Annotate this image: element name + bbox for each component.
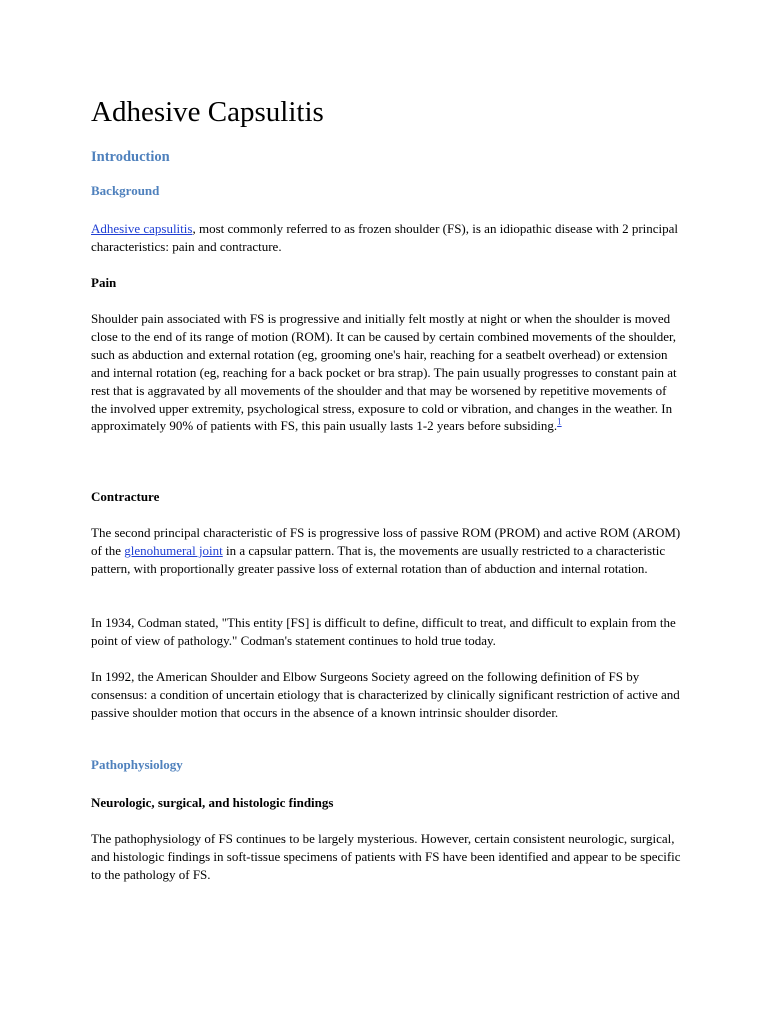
- findings-paragraph: The pathophysiology of FS continues to be largely mysterious. However, certain consistent neurologic, surgical, and histologic findings in soft-tissue specimens of patients with FS have been identified and appear to be specific to the pathology of FS.: [91, 831, 681, 882]
- document-title: Adhesive Capsulitis: [91, 96, 324, 128]
- background-heading: Background: [91, 183, 160, 198]
- pain-heading: Pain: [91, 275, 117, 290]
- introduction-heading: Introduction: [91, 149, 170, 165]
- contracture-paragraph-2: In 1934, Codman stated, "This entity [FS] is difficult to define, difficult to treat, and difficult to explain from the point of view of pathology." Codman's statement continues to hold true today.: [91, 615, 676, 648]
- pathophysiology-heading: Pathophysiology: [91, 757, 183, 772]
- contracture-paragraph-3: In 1992, the American Shoulder and Elbow Surgeons Society agreed on the following definition of FS by consensus: a condition of uncertain etiology that is characterized by clinically significant restriction of active and passive shoulder motion that occurs in the absence of a known intrinsic shoulder disorder.: [91, 669, 680, 720]
- background-paragraph: [91, 220, 683, 256]
- glenohumeral-joint-link[interactable]: glenohumeral joint: [124, 542, 223, 558]
- background-text: , most commonly referred to as frozen shoulder (FS), is an idiopathic disease with 2 principal characteristics: pain and contracture.: [91, 221, 679, 254]
- contracture-text-after: in a capsular pattern. That is, the movements are usually restricted to a characteristic pattern, with proportionally greater passive loss of external rotation than of abduction and internal rotation.: [91, 542, 666, 576]
- pain-paragraph: [91, 310, 683, 435]
- findings-heading: Neurologic, surgical, and histologic findings: [91, 795, 334, 810]
- contracture-heading: Contracture: [91, 489, 160, 504]
- reference-1-link[interactable]: 1: [557, 417, 562, 428]
- pain-text: Shoulder pain associated with FS is progressive and initially felt mostly at night or when the shoulder is moved close to the end of its range of motion (ROM). It can be caused by certain combined movements of the shoulder, such as abduction and external rotation (eg, grooming one's hair, reaching for a seatbelt overhead) or extension and internal rotation (eg, reaching for a back pocket or bra strap). The pain usually progresses to constant pain at rest that is aggravated by all movements of the shoulder and that may be worsened by repetitive movements of the involved upper extremity, psychological stress, exposure to cold or vibration, and changes in the weather. In approximately 90% of patients with FS, this pain usually lasts 1-2 years before subsiding.: [91, 311, 677, 434]
- contracture-text-before: The second principal characteristic of FS is progressive loss of passive ROM (PROM) and active ROM (AROM) of the: [91, 525, 681, 558]
- adhesive-capsulitis-link[interactable]: Adhesive capsulitis: [91, 221, 193, 236]
- contracture-paragraph-1: [91, 524, 683, 578]
